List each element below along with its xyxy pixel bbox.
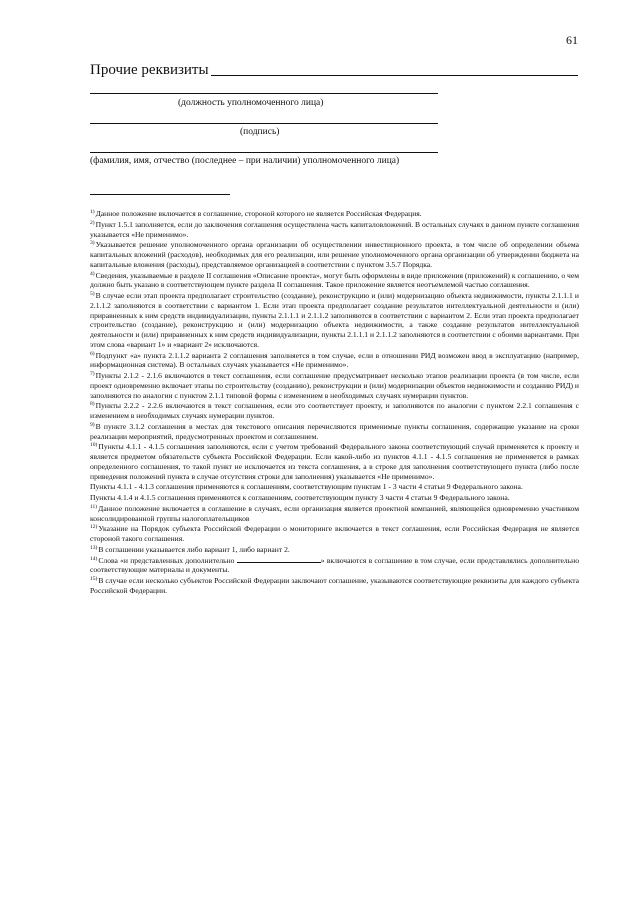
footnote-mark: 1) [90,209,95,215]
footnote-mark: 4) [90,270,95,277]
footnote: $^{2)}$Пункт 1.5.1 заполняется, если до заключения соглашения осуществлена часть капиталовложений. В остальных случаях в данном пункте соглашения указывается «Не применимо». [90,219,579,239]
signature-caption: (подпись) [240,127,280,137]
footnote: $^{7)}$Пункты 2.1.2 - 2.1.6 включаются в текст соглашения, если соглашение предусматривает несколько этапов реализации проекта (в том числе, если проект одновременно включает этапы по строительству (созданию), реконструкции и (или) модернизации объектов недвижимости и созданию РИД) и заполняются по аналогии с пунктом 2.1.1 типовой формы с изменением в необходимых случаях нумерации пунктов. [90,371,579,400]
footnote: $^{1)}$Данное положение включается в соглашение, стороной которого не является Российская Федерация. [90,209,422,218]
footnote-mark: 8) [90,401,95,408]
footnote: $^{8)}$Пункты 2.2.2 - 2.2.6 включаются в текст соглашения, если это соответствует проекту, и заполняются по аналогии с пунктом 2.2.1 соглашения с изменением в необходимых случаях нумерации пунктов. [90,401,579,420]
footnote: $^{12)}$Указание на Порядок субъекта Российской Федерации о мониторинге включается в текст соглашения, если Российская Федерация не является стороной такого соглашения. [90,524,579,543]
name-caption: (фамилия, имя, отчество (последнее – при наличии) уполномоченного лица) [90,156,400,166]
footnote: $^{15)}$В случае если несколько субъектов Российской Федерации заключают соглашение, указываются соответствующие реквизиты для каждого субъекта Российской Федерации. [90,576,579,595]
footnote-mark: 6) [90,350,95,357]
footnote-mark: 7) [90,371,95,377]
footnote: $^{13)}$В соглашении указывается либо вариант 1, либо вариант 2. [90,544,290,554]
requisites-title: Прочие реквизиты [90,62,209,78]
footnote-mark: 10) [90,442,98,449]
footnote-mark: 11) [90,503,98,510]
position-caption: (должность уполномоченного лица) [178,98,324,108]
page-number: 61 [566,33,578,47]
footnote-mark: 9) [90,421,95,428]
name-line [90,152,438,153]
requisites-line [211,75,578,76]
footnote-mark: 12) [90,524,98,531]
footnote: $^{3)}$Указывается решение уполномоченного органа организации об осуществлении инвестиционного проекта, в том числе об определении объема капитальных вложений (расходов), необходимых для его реализации, или решение уполномоченного органа организации об утверждении бюджета на капитальные вложения (расходы), представляемое организацией в соответствии с пунктом 3.5.7 Порядка. [90,240,579,269]
footnote-mark: 14) [90,555,98,562]
footnote-mark: 5) [90,291,95,297]
footnote-mark: 13) [90,544,98,551]
footnote-separator [90,194,230,195]
footnote: $^{11)}$Данное положение включается в соглашение в случаях, если организация является проектной компанией, являющейся одновременно участником консолидированной группы налогоплательщиков [90,503,579,523]
footnote: $^{14)}$Слова «и представленных дополнительно » включаются в соглашение в том случае, если представлялись дополнительно соответствующие материалы и документы. [90,555,580,575]
footnote: $^{4)}$Сведения, указываемые в разделе II соглашения «Описание проекта», могут быть оформлены в виде приложения (приложений) к соглашению, о чем должно быть указано в соответствующем пункте раздела II соглашения. Такое приложение является неотъемлемой частью соглашения. [90,270,580,290]
footnote-mark: 2) [90,219,95,226]
footnote-continuation: Пункты 4.1.1 - 4.1.3 соглашения применяются к соглашениям, соответствующим пунктам 1 - 3 части 4 статьи 9 Федерального закона. [90,482,523,492]
footnote: $^{6)}$Подпункт «а» пункта 2.1.1.2 варианта 2 соглашения заполняется в том случае, если в отношении РИД возможен ввод в эксплуатацию (например, информационная система). В остальных случаях указывается «Не применимо». [90,350,579,370]
footnotes [90,209,579,597]
blank-line [237,556,321,563]
position-line [90,93,438,94]
footnote-continuation: Пункты 4.1.4 и 4.1.5 соглашения применяются к соглашениям, соответствующим пункту 3 части 4 статьи 9 Федерального закона. [90,493,510,502]
footnote: $^{10)}$Пункты 4.1.1 - 4.1.5 соглашения заполняются, если с учетом требований Федерального закона соответствующий случай применяется к проекту и является предметом обязательств субъекта Российской Федерации. Если какой-либо из пунктов 4.1.1 - 4.1.5 соглашения не применяется в рамках определенного соглашения, то такой пункт не исключается из текста соглашения, а в строке для заполнения соответствующего пункта (либо после приведения положений пункта в случае отсутствия строки для заполнения) указывается «Не применимо». [90,442,579,481]
footnote-mark: 3) [90,240,95,247]
footnote: $^{5)}$В случае если этап проекта предполагает строительство (создание), реконструкцию и (или) модернизацию объекта недвижимости, пункты 2.1.1.1 и 2.1.1.2 заполняются в соответствии с вариантом 1. Если этап проекта предполагает создание результатов интеллектуальной деятельности и (или) приравненных к ним средств индивидуализации, пункты 2.1.1.1 и 2.1.1.2 заполняются в соответствии с вариантом 2. Если этап проекта предполагает строительство (создание), реконструкцию и (или) модернизацию объекта недвижимости, а также создание результатов интеллектуальной деятельности и (или) приравненных к ним средств индивидуализации, пункты 2.1.1.1 и 2.1.1.2 заполняются в соответствии с обоими вариантами. При этом слова «вариант 1» и «вариант 2» исключаются. [90,291,579,349]
other-requisites [90,63,578,78]
footnote-mark: 15) [90,576,98,582]
signature-line [90,123,438,124]
footnote: $^{9)}$В пункте 3.1.2 соглашения в местах для текстового описания перечисляются применимые пункты соглашения, содержащие указание на сроки реализации мероприятий, предусмотренных проектом и соглашением. [90,421,579,441]
